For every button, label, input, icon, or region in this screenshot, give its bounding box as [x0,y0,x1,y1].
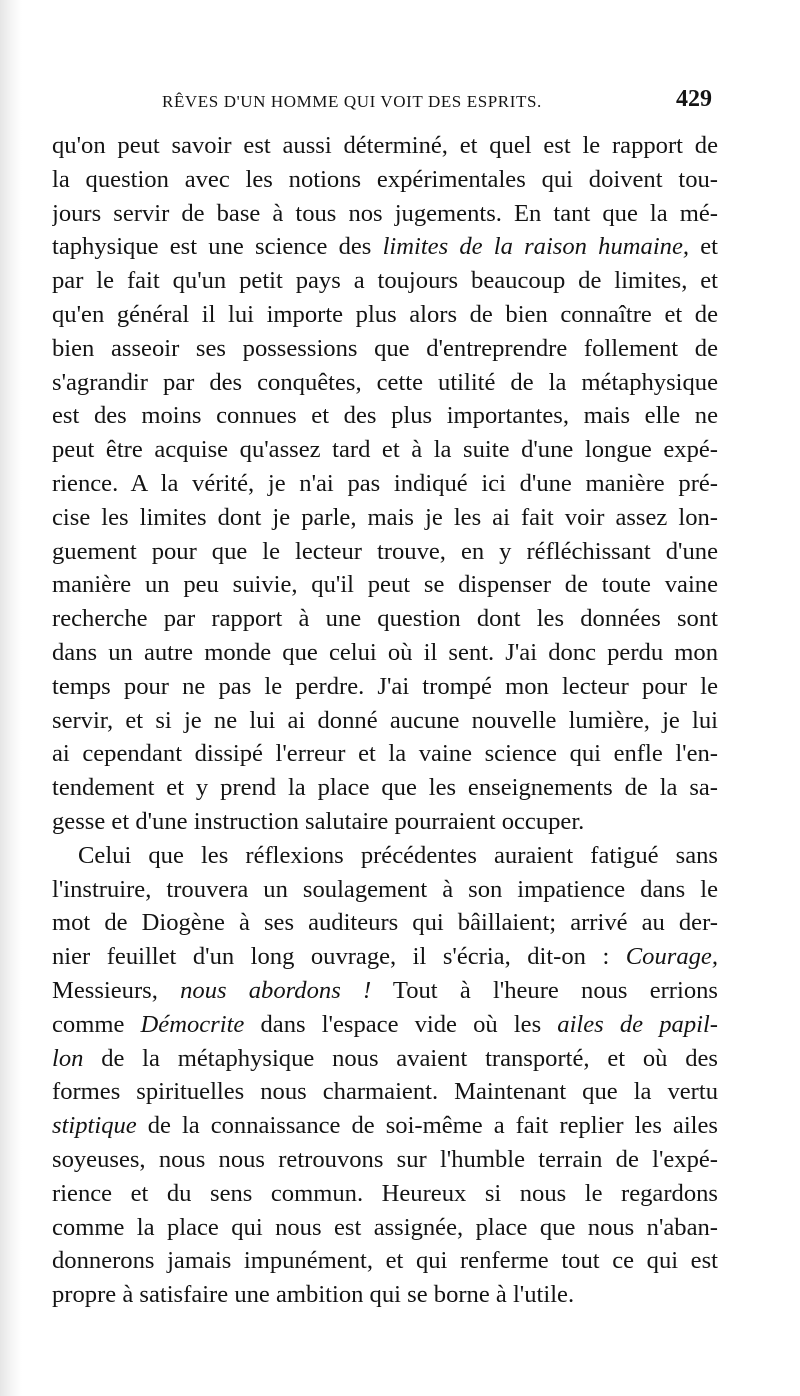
text-line [52,230,718,264]
text-segment: propre à satisfaire une ambition qui se borne à l'utile. [52,1281,575,1309]
page-header [52,84,724,120]
italic-text: Démocrite [140,1010,245,1038]
text-segment: soyeuses, nous nous retrouvons sur l'humble terrain de l'expé- [52,1145,718,1173]
text-segment: est des moins connues et des plus importantes, mais elle ne [52,402,718,430]
italic-text: stiptique [52,1112,137,1140]
text-segment: Tout à l'heure nous errions [371,976,718,1004]
text-line [52,704,718,738]
text-segment: temps pour ne pas le perdre. J'ai trompé mon lecteur pour le [52,672,718,700]
text-segment: ai cependant dissipé l'erreur et la vaine science qui enfle l'en- [52,740,718,768]
text-line [52,1042,718,1076]
text-segment: dans un autre monde que celui où il sent. J'ai donc perdu mon [52,638,718,666]
text-segment: formes spirituelles nous charmaient. Maintenant que la vertu [52,1078,718,1106]
text-segment: de la métaphysique nous avaient transporté, et où des [83,1044,718,1072]
italic-text: nous abordons ! [180,976,372,1004]
text-line [52,535,718,569]
text-line [52,1008,718,1042]
text-segment: bien asseoir ses possessions que d'entreprendre follement de [52,334,718,362]
text-line [52,974,718,1008]
text-segment: servir, et si je ne lui ai donné aucune nouvelle lumière, je lui [52,706,718,734]
italic-text: Courage, [625,943,718,971]
text-segment: Celui que les réflexions précédentes auraient fatigué sans [78,841,718,869]
text-line [52,906,718,940]
text-line [52,568,718,602]
text-line [52,873,718,907]
text-line [52,1211,718,1245]
text-line [52,1244,718,1278]
text-line [52,636,718,670]
text-line [52,1075,718,1109]
text-segment: guement pour que le lecteur trouve, en y réfléchissant d'une [52,537,718,565]
text-segment: de la connaissance de soi-même a fait replier les ailes [136,1112,718,1140]
italic-text: ailes de papil- [557,1010,718,1038]
text-line [52,467,718,501]
text-segment: taphysique est une science des [52,233,383,261]
text-line [52,399,718,433]
text-segment: donnerons jamais impunément, et qui renferme tout ce qui est [52,1247,718,1275]
italic-text: limites de la raison humaine, [382,233,690,261]
text-segment: dans l'espace vide où les [244,1010,558,1038]
text-line [52,602,718,636]
text-segment: tendement et y prend la place que les enseignements de la sa- [52,774,718,802]
text-segment: gesse et d'une instruction salutaire pourraient occuper. [52,807,585,835]
text-line [52,670,718,704]
text-segment: comme [52,1010,141,1038]
text-segment: qu'en général il lui importe plus alors de bien connaître et de [52,300,718,328]
text-segment: Messieurs, [52,976,181,1004]
text-line [52,433,718,467]
text-line [52,501,718,535]
text-segment: rience. A la vérité, je n'ai pas indiqué ici d'une manière pré- [52,469,718,497]
text-segment: s'agrandir par des conquêtes, cette utilité de la métaphysique [52,368,718,396]
text-line [52,1278,718,1312]
text-line [52,1177,718,1211]
running-title: RÊVES D'UN HOMME QUI VOIT DES ESPRITS. [162,92,542,111]
text-segment: recherche par rapport à une question dont les données sont [52,605,718,633]
text-line [52,264,718,298]
text-line [52,332,718,366]
text-line [52,771,718,805]
text-line [52,366,718,400]
text-line [52,805,718,839]
text-line [52,163,718,197]
text-line [52,298,718,332]
text-line [52,839,718,873]
text-line [52,197,718,231]
text-segment: rience et du sens commun. Heureux si nous le regardons [52,1179,718,1207]
text-line [52,737,718,771]
text-segment: l'instruire, trouvera un soulagement à son impatience dans le [52,875,718,903]
italic-text: lon [52,1044,84,1072]
text-line [52,129,718,163]
text-segment: qu'on peut savoir est aussi déterminé, et quel est le rapport de [52,132,718,159]
text-line [52,940,718,974]
text-line [52,1109,718,1143]
page-edge-shadow [0,0,22,1396]
text-segment: cise les limites dont je parle, mais je les ai fait voir assez lon- [52,503,718,531]
text-segment: nier feuillet d'un long ouvrage, il s'écria, dit-on : [52,943,626,971]
text-segment: et [689,233,718,261]
page-number: 429 [676,86,712,112]
body-text [52,129,718,1312]
text-segment: manière un peu suivie, qu'il peut se dispenser de toute vaine [52,571,718,599]
text-segment: mot de Diogène à ses auditeurs qui bâillaient; arrivé au der- [52,909,718,937]
text-segment: peut être acquise qu'assez tard et à la suite d'une longue expé- [52,436,718,464]
text-line [52,1143,718,1177]
text-segment: jours servir de base à tous nos jugements. En tant que la mé- [52,199,718,227]
text-segment: par le fait qu'un petit pays a toujours beaucoup de limites, et [52,267,718,295]
text-segment: comme la place qui nous est assignée, place que nous n'aban- [52,1213,718,1241]
text-segment: la question avec les notions expérimentales qui doivent tou- [52,165,718,193]
